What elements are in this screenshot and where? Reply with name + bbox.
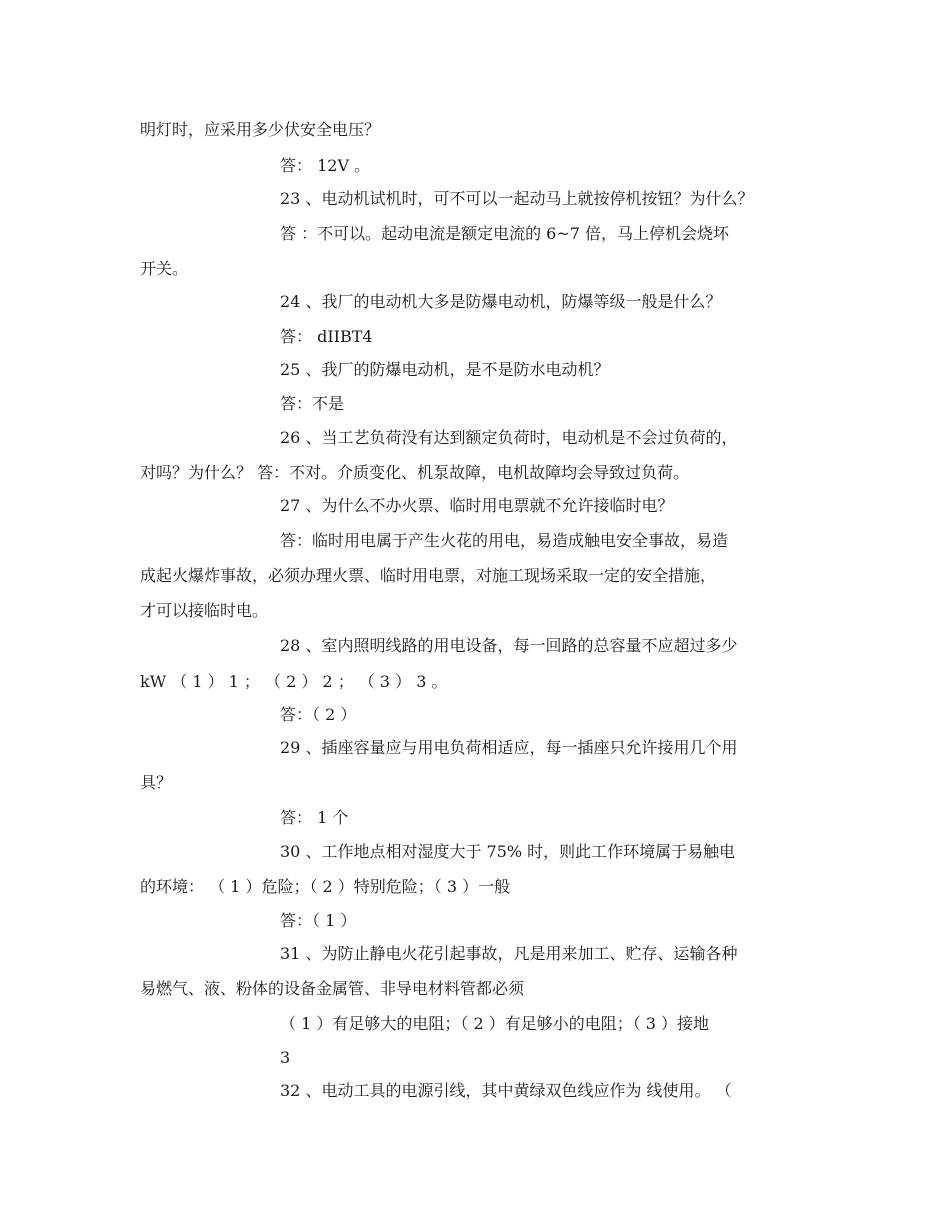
- question-line: 28 、室内照明线路的用电设备，每一回路的总容量不应超过多少: [280, 636, 738, 655]
- text-line: 开关。: [140, 259, 189, 278]
- question-line: 26 、当工艺负荷没有达到额定负荷时，电动机是不会过负荷的，: [280, 428, 738, 447]
- answer-line: 答：不是: [280, 394, 345, 413]
- answer-line: 答：（ 2 ）: [280, 705, 357, 724]
- text-line: 才可以接临时电。: [140, 601, 269, 620]
- question-line: 23 、电动机试机时，可不可以一起动马上就按停机按钮？为什么？: [280, 189, 754, 208]
- text-line: 具？: [140, 773, 173, 792]
- question-line: 30 、工作地点相对湿度大于 75% 时，则此工作环境属于易触电: [280, 842, 736, 861]
- text-line: kW （ 1 ） 1 ； （ 2 ） 2 ； （ 3 ） 3 。: [140, 672, 448, 691]
- text-line: 明灯时，应采用多少伏安全电压？: [140, 120, 381, 139]
- answer-line: 答： dIIBT4: [280, 327, 373, 346]
- question-line: 27 、为什么不办火票、临时用电票就不允许接临时电？: [280, 496, 674, 515]
- question-line: 24 、我厂的电动机大多是防爆电动机，防爆等级一般是什么？: [280, 292, 722, 311]
- answer-line: 答：临时用电属于产生火花的用电，易造成触电安全事故，易造: [280, 531, 729, 550]
- answer-line: 答： 12V 。: [280, 156, 371, 175]
- answer-line: 3: [280, 1048, 291, 1067]
- question-line: 32 、电动工具的电源引线，其中黄绿双色线应作为 线使用。 （: [280, 1081, 732, 1100]
- answer-line: 答： 1 个: [280, 808, 349, 827]
- text-line: 对吗？为什么？ 答：不对。介质变化、机泵故障，电机故障均会导致过负荷。: [140, 463, 690, 482]
- question-line: 29 、插座容量应与用电负荷相适应，每一插座只允许接用几个用: [280, 738, 738, 757]
- answer-line: 答：（ 1 ）: [280, 911, 357, 930]
- options-line: （ 1 ）有足够大的电阻；（ 2 ）有足够小的电阻；（ 3 ）接地: [280, 1014, 710, 1033]
- answer-line: 答 ：不可以。起动电流是额定电流的 6~7 倍，马上停机会烧坏: [280, 224, 730, 243]
- text-line: 易燃气、液、粉体的设备金属管、非导电材料管都必须: [140, 979, 525, 998]
- question-line: 25 、我厂的防爆电动机，是不是防水电动机？: [280, 360, 610, 379]
- text-line: 成起火爆炸事故，必须办理火票、临时用电票，对施工现场采取一定的安全措施，: [140, 566, 717, 585]
- text-line: 的环境： （ 1 ）危险；（ 2 ）特别危险；（ 3 ）一般: [140, 877, 511, 896]
- question-line: 31 、为防止静电火花引起事故，凡是用来加工、贮存、运输各种: [280, 944, 738, 963]
